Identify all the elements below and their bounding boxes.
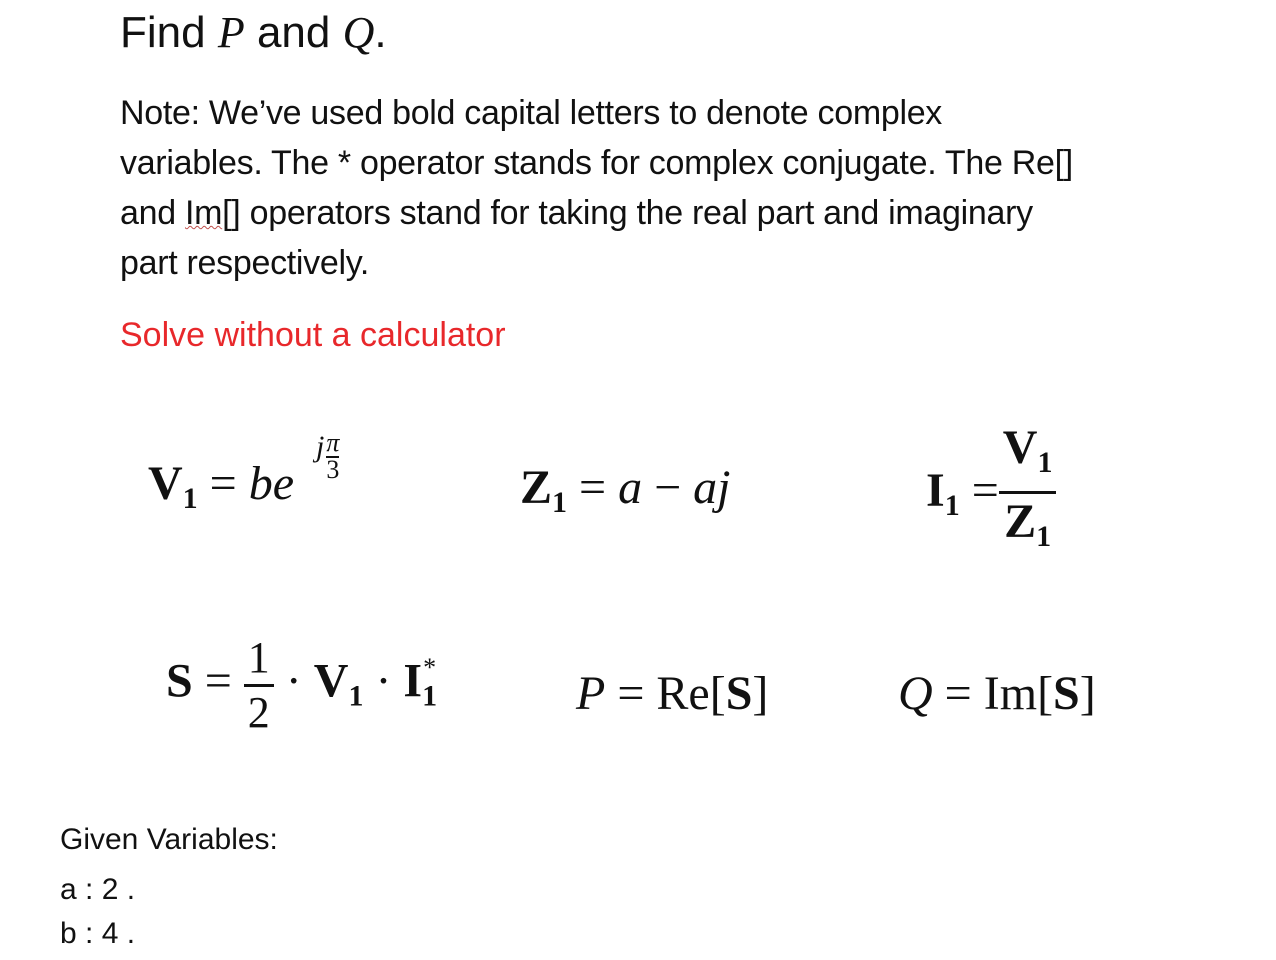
s-half-den: 2 <box>244 684 274 739</box>
s-v-subscript: 1 <box>348 679 364 713</box>
given-variable-a: a : 2 . <box>60 873 136 906</box>
s-dot-1: · <box>273 654 314 708</box>
note-line-3 <box>120 188 1240 238</box>
p-close-bracket: ] <box>752 667 769 720</box>
z1-subscript: 1 <box>552 486 568 519</box>
title-var-p: P <box>217 8 245 57</box>
i1-equals: = <box>959 463 999 517</box>
q-im-operator: = Im[ <box>932 667 1054 720</box>
s-half-num: 1 <box>247 633 270 682</box>
equation-v1 <box>148 428 340 516</box>
solve-instruction: Solve without a calculator <box>120 316 506 354</box>
note-line-3-pre: and <box>120 194 185 232</box>
i1-denominator <box>999 491 1057 565</box>
i1-symbol: I <box>926 463 945 517</box>
i1-subscript: 1 <box>944 488 960 522</box>
p-symbol: P <box>576 667 606 720</box>
s-half-fraction <box>244 632 274 739</box>
equation-q <box>898 666 1096 721</box>
title-and: and <box>244 8 343 57</box>
v1-symbol: V <box>148 457 183 510</box>
v1-rhs: be <box>248 457 295 510</box>
note-line-1: Note: We’ve used bold capital letters to denote complex <box>120 94 943 132</box>
note-paragraph <box>120 88 1240 288</box>
s-i-subscript: 1 <box>422 679 438 713</box>
equation-s <box>166 632 436 739</box>
v1-exp-num: π <box>326 428 340 457</box>
q-close-bracket: ] <box>1079 667 1096 720</box>
i1-num-subscript: 1 <box>1037 446 1053 479</box>
i1-lhs <box>926 463 999 523</box>
given-variables-title: Given Variables: <box>60 823 278 856</box>
s-i-symbol: I <box>403 654 423 708</box>
i1-num-symbol: V <box>1002 421 1038 474</box>
s-v-symbol: V <box>313 654 349 708</box>
given-variable-b: b : 4 . <box>60 917 136 950</box>
v1-exp-den: 3 <box>326 455 340 484</box>
v1-exponent <box>316 430 339 482</box>
z1-minus: − <box>642 461 694 514</box>
i1-den-symbol: Z <box>1004 495 1037 548</box>
s-conjugate-star: * <box>423 652 437 682</box>
title-suffix: . <box>374 8 387 57</box>
s-equals: = <box>192 654 244 708</box>
i1-fraction <box>999 420 1057 565</box>
v1-equals: = <box>197 457 249 510</box>
s-dot-2: · <box>363 654 404 708</box>
note-line-2: variables. The * operator stands for complex conjugate. The Re[] <box>120 144 1073 182</box>
title-prefix: Find <box>120 8 218 57</box>
z1-symbol: Z <box>520 461 553 514</box>
v1-exp-j: j <box>316 430 325 463</box>
problem-title <box>120 6 387 60</box>
q-arg-s: S <box>1053 667 1080 720</box>
i1-den-subscript: 1 <box>1036 520 1052 553</box>
p-arg-s: S <box>725 667 753 720</box>
equation-p <box>576 666 768 721</box>
title-var-q: Q <box>342 8 375 57</box>
z1-equals: = <box>567 461 619 514</box>
note-line-3-post: [] operators stand for taking the real part and imaginary <box>222 194 1033 232</box>
v1-subscript: 1 <box>182 482 198 515</box>
p-re-operator: = Re[ <box>605 667 726 720</box>
equation-i1 <box>926 420 1056 565</box>
z1-rhs-aj: aj <box>693 461 731 514</box>
note-im-word: Im <box>184 194 223 232</box>
q-symbol: Q <box>898 667 933 720</box>
z1-rhs-a: a <box>618 461 643 514</box>
equation-z1 <box>520 460 731 520</box>
v1-exp-fraction <box>326 430 339 482</box>
note-line-4: part respectively. <box>120 244 370 282</box>
s-symbol: S <box>166 654 193 708</box>
i1-numerator <box>999 420 1057 491</box>
